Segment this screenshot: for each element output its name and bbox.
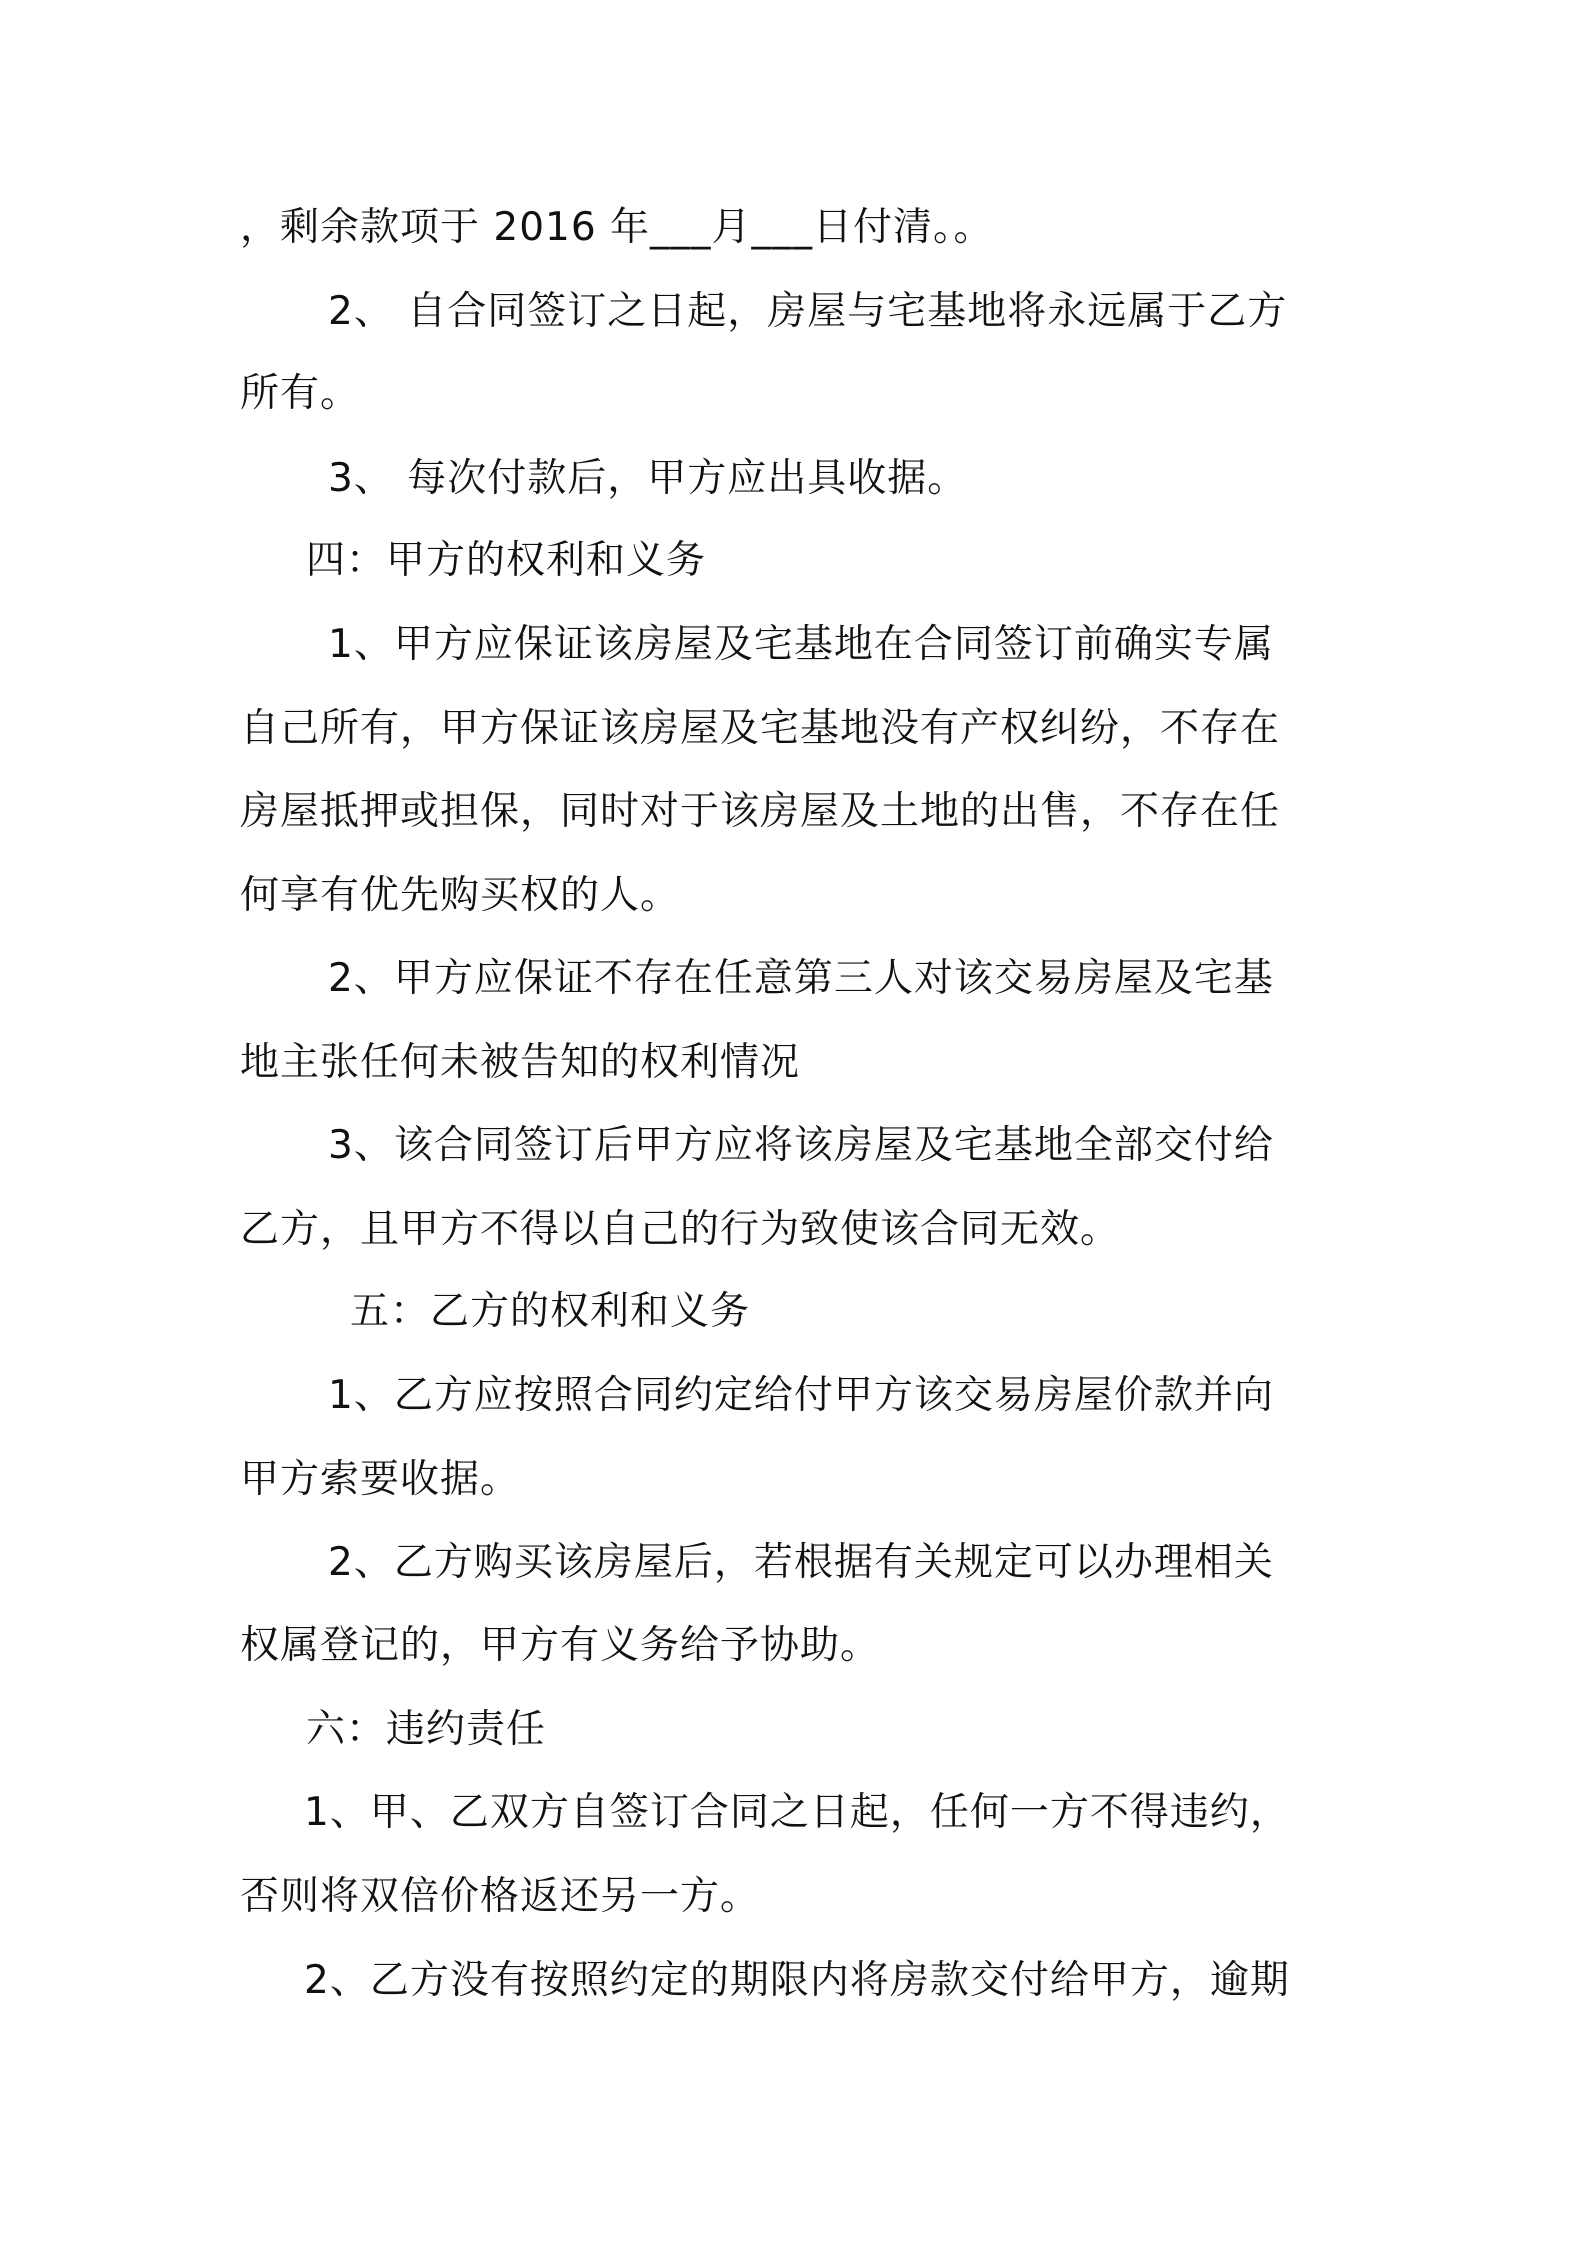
section-heading: 五：乙方的权利和义务 [350,1289,751,1334]
text-line: 1、甲、乙双方自签订合同之日起，任何一方不得违约， [304,1790,1290,1835]
text-line: 2、 自合同签订之日起，房屋与宅基地将永远属于乙方 [328,289,1288,334]
text-line: 所有。 [240,371,361,416]
text-line: 自己所有，甲方保证该房屋及宅基地没有产权纠纷，不存在 [240,706,1281,751]
text-line: 否则将双倍价格返还另一方。 [240,1874,761,1919]
text-line: ，剩余款项于 2016 年___月___日付清。。 [240,205,994,250]
section-heading: 六：违约责任 [306,1707,547,1752]
text-line: 2、甲方应保证不存在任意第三人对该交易房屋及宅基 [328,956,1274,1001]
text-line: 甲方索要收据。 [240,1457,521,1502]
section-heading: 四：甲方的权利和义务 [306,538,707,583]
text-line: 何享有优先购买权的人。 [240,873,681,918]
text-line: 权属登记的，甲方有义务给予协助。 [240,1623,881,1668]
text-line: 房屋抵押或担保，同时对于该房屋及土地的出售，不存在任 [240,789,1281,834]
text-line: 乙方，且甲方不得以自己的行为致使该合同无效。 [240,1207,1121,1252]
text-line: 2、乙方没有按照约定的期限内将房款交付给甲方，逾期 [304,1958,1290,2003]
text-line: 3、 每次付款后，甲方应出具收据。 [328,456,968,501]
text-line: 3、该合同签订后甲方应将该房屋及宅基地全部交付给 [328,1123,1274,1168]
text-line: 1、甲方应保证该房屋及宅基地在合同签订前确实专属 [328,622,1274,667]
text-line: 2、乙方购买该房屋后，若根据有关规定可以办理相关 [328,1540,1274,1585]
text-line: 1、乙方应按照合同约定给付甲方该交易房屋价款并向 [328,1373,1274,1418]
text-line: 地主张任何未被告知的权利情况 [240,1040,801,1085]
